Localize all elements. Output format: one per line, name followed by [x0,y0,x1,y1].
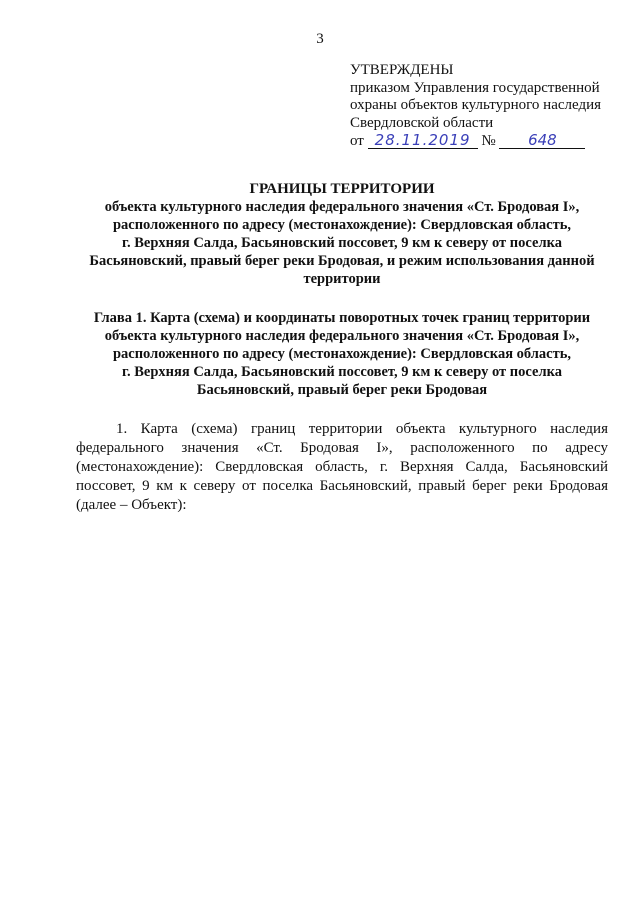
chapter-line-3: расположенного по адресу (местонахождение): Свердловская область, [112,346,572,362]
title-main: ГРАНИЦЫ ТЕРРИТОРИИ [249,181,435,197]
approval-line-1: приказом Управления государственной [350,79,600,96]
title-line-1: объекта культурного наследия федерального значения «Ст. Бродовая I», [104,199,580,215]
chapter-line-4: г. Верхняя Салда, Басьяновский поссовет, 9 км к северу от поселка [122,364,562,380]
page-number: 3 [316,31,324,47]
title-line-3: г. Верхняя Салда, Басьяновский поссовет, 9 км к северу от поселка [122,235,562,251]
document-title [72,180,612,288]
approval-heading: УТВЕРЖДЕНЫ [350,62,454,78]
from-label: от [350,133,364,149]
title-line-5: территории [303,271,381,287]
title-line-4: Басьяновский, правый берег реки Бродовая, и режим использования данной [89,253,595,269]
chapter-line-2: объекта культурного наследия федерального значения «Ст. Бродовая I», [104,328,580,344]
approval-line-2: охраны объектов культурного наследия [350,97,602,113]
title-line-2: расположенного по адресу (местонахождение): Свердловская область, [112,217,572,233]
approval-block [350,62,630,151]
approval-date-number-row [350,132,630,151]
number-label: № [481,133,496,149]
chapter-heading [72,309,612,399]
chapter-line-5: Басьяновский, правый берег реки Бродовая [196,382,488,398]
approval-line-3: Свердловской области [350,114,494,131]
paragraph-1: 1. Карта (схема) границ территории объекта культурного наследия федерального значения «Ст. Бродовая I», расположенного по адресу (местонахождение): Свердловская область, г. Верхняя Салда, Басьяновский поссовет, 9 км к северу от поселка Басьяновский, правый берег реки Бродовая (далее – Объект): [76,421,608,513]
chapter-line-1: Глава 1. Карта (схема) и координаты поворотных точек границ территории [93,310,591,326]
handwritten-date: 28.11.2019 [368,132,478,149]
handwritten-number: 648 [499,132,585,149]
